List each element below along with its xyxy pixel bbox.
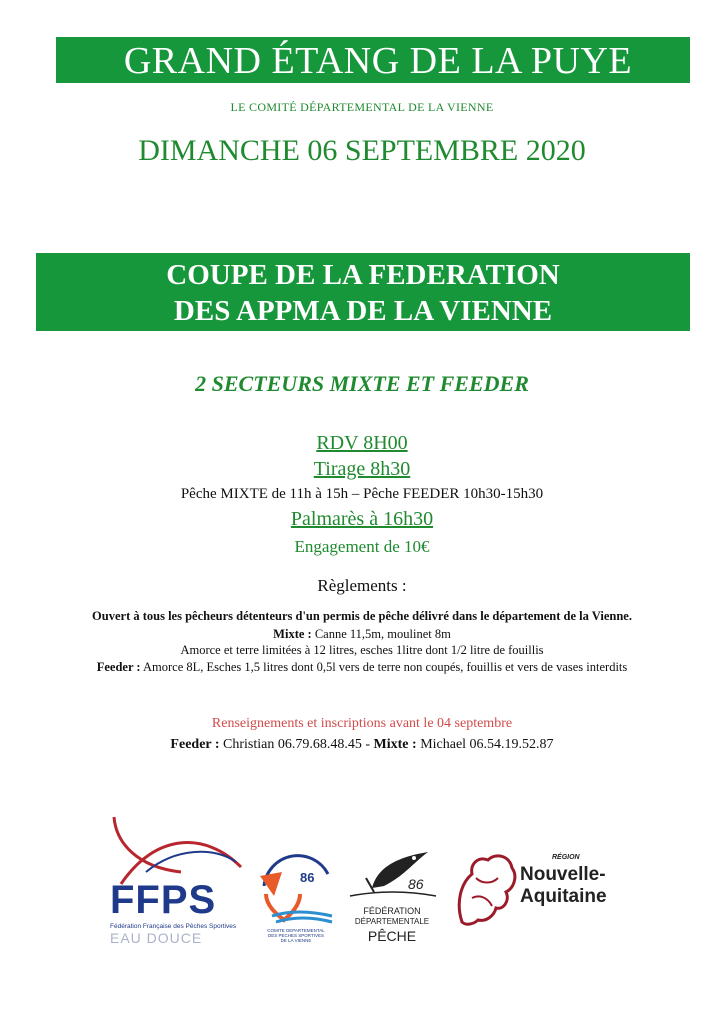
comite-caption3: DE LA VIENNE: [280, 938, 312, 943]
region-logo: [452, 848, 622, 938]
contact-mixte-text: Michael 06.54.19.52.87: [416, 737, 554, 752]
cup-title-line2: DES APPMA DE LA VIENNE: [173, 295, 553, 327]
event-date: DIMANCHE 06 SEPTEMBRE 2020: [138, 134, 586, 167]
organizer-subtitle: LE COMITÉ DÉPARTEMENTAL DE LA VIENNE: [230, 100, 494, 114]
contact-feeder-text: Christian 06.79.68.48.45 -: [219, 737, 374, 752]
contact-feeder-label: Feeder :: [170, 737, 220, 752]
rules-mixte: [0, 627, 724, 642]
entry-fee: Engagement de 10€: [294, 537, 430, 556]
fishing-hours: Pêche MIXTE de 11h à 15h – Pêche FEEDER 10h30-15h30: [180, 486, 544, 502]
ffps-logo: [106, 812, 246, 952]
ffps-caption: Fédération Française des Pêches Sportives: [110, 923, 237, 930]
comite-logo: [252, 846, 340, 956]
sectors-heading: 2 SECTEURS MIXTE ET FEEDER: [195, 371, 529, 396]
rules-heading: Règlements :: [317, 576, 407, 595]
comite-caption2: DES PECHES SPORTIVES: [268, 933, 324, 938]
ffps-sub: EAU DOUCE: [110, 930, 203, 946]
comite-caption1: COMITE DEPARTEMENTAL: [267, 928, 325, 933]
rules-eligibility: Ouvert à tous les pêcheurs détenteurs d'un permis de pêche délivré dans le département de la Vienne.: [92, 609, 632, 623]
ffps-name: FFPS: [110, 878, 217, 922]
page-title: GRAND ÉTANG DE LA PUYE: [123, 40, 633, 82]
federation-line1: FÉDÉRATION: [363, 906, 421, 916]
palmares-time: Palmarès à 16h30: [290, 508, 434, 530]
tirage-time: Tirage 8h30: [313, 458, 411, 480]
federation-logo: [344, 842, 440, 952]
federation-number: 86: [408, 876, 424, 892]
rdv-time: RDV 8H00: [316, 432, 408, 454]
region-label: RÉGION: [552, 854, 580, 861]
cup-title-line1: COUPE DE LA FEDERATION: [166, 259, 560, 291]
registration-info: Renseignements et inscriptions avant le 04 septembre: [211, 716, 513, 731]
rules-mixte-label: Mixte :: [273, 627, 312, 641]
region-line2: Aquitaine: [520, 886, 607, 907]
federation-line2: DÉPARTEMENTALE: [354, 917, 430, 926]
region-line1: Nouvelle-: [520, 864, 606, 885]
rules-amorce: Amorce et terre limitées à 12 litres, esches 1litre dont 1/2 litre de fouillis: [180, 643, 544, 657]
rules-feeder: [0, 660, 724, 675]
rules-mixte-text: Canne 11,5m, moulinet 8m: [311, 627, 451, 641]
contacts-line: [0, 737, 724, 753]
federation-line3: PÊCHE: [367, 928, 417, 944]
comite-emblem-icon: [252, 846, 340, 926]
fish-icon: [344, 842, 440, 902]
rules-feeder-text: Amorce 8L, Esches 1,5 litres dont 0,5l vers de terre non coupés, fouillis et vers de vases interdits: [140, 660, 628, 674]
lion-icon: [452, 848, 520, 928]
rules-feeder-label: Feeder :: [96, 660, 141, 674]
contact-mixte-label: Mixte :: [373, 737, 417, 752]
comite-number: 86: [300, 870, 315, 885]
